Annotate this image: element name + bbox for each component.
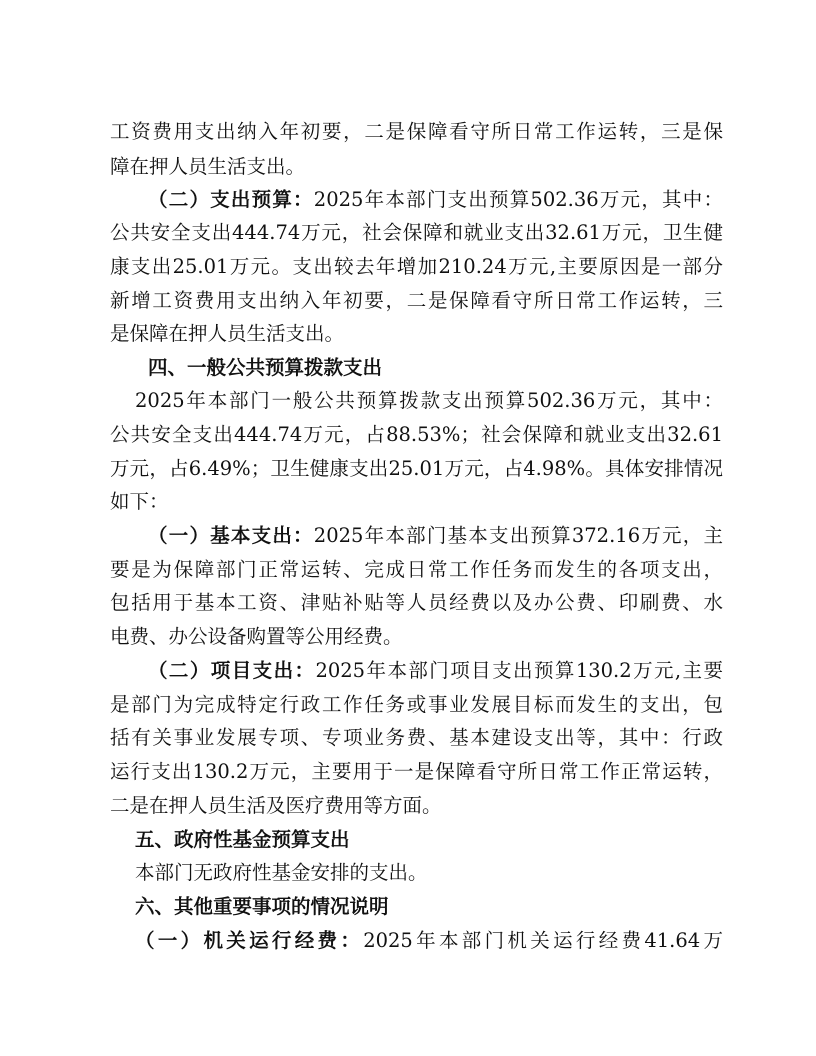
paragraph-line: 如下：: [110, 490, 169, 513]
paragraph-line: 运行支出130.2万元，主要用于一是保障看守所日常工作正常运转，: [110, 760, 723, 783]
project-expense-heading: （二）项目支出：: [148, 659, 316, 682]
paragraph-line: 是部门为完成特定行政工作任务或事业发展目标而发生的支出，包: [110, 693, 723, 716]
paragraph-line: 2025年本部门一般公共预算拨款支出预算502.36万元，其中：: [135, 389, 723, 412]
basic-expense-heading: （一）基本支出：: [148, 524, 314, 547]
paragraph-line: 电费、办公设备购置等公用经费。: [110, 625, 403, 648]
paragraph-line: 本部门无政府性基金安排的支出。: [135, 861, 428, 884]
paragraph-line: 公共安全支出444.74万元，社会保障和就业支出32.61万元，卫生健: [110, 221, 723, 244]
paragraph-line: 是保障在押人员生活支出。: [110, 322, 345, 345]
paragraph-line: 二是在押人员生活及医疗费用等方面。: [110, 794, 442, 817]
section-heading-4: 四、一般公共预算拨款支出: [148, 356, 383, 379]
paragraph-line: 康支出25.01万元。支出较去年增加210.24万元,主要原因是一部分: [110, 255, 723, 278]
paragraph-line: 障在押人员生活支出。: [110, 155, 306, 178]
section-heading-5: 五、政府性基金预算支出: [135, 828, 350, 851]
section-heading-6: 六、其他重要事项的情况说明: [135, 895, 389, 918]
operating-expense-heading: （一）机关运行经费：: [135, 929, 364, 952]
basic-expense-text: 2025年本部门基本支出预算372.16万元，主: [313, 524, 723, 547]
paragraph-line: 括有关事业发展专项、专项业务费、基本建设支出等，其中：行政: [110, 726, 723, 749]
expense-budget-text: 2025年本部门支出预算502.36万元，其中：: [313, 188, 723, 211]
paragraph-line: 新增工资费用支出纳入年初要，二是保障看守所日常工作运转，三: [110, 289, 723, 312]
paragraph-line: 工资费用支出纳入年初要，二是保障看守所日常工作运转，三是保: [110, 120, 723, 143]
operating-expense-text: 2025年本部门机关运行经费41.64万: [363, 929, 723, 952]
paragraph-line: 万元，占6.49%；卫生健康支出25.01万元，占4.98%。具体安排情况: [110, 457, 723, 480]
paragraph-line: 包括用于基本工资、津贴补贴等人员经费以及办公费、印刷费、水: [110, 591, 723, 614]
expense-budget-heading: （二）支出预算：: [148, 188, 314, 211]
paragraph-line: 公共安全支出444.74万元，占88.53%；社会保障和就业支出32.61: [110, 423, 723, 446]
project-expense-text: 2025年本部门项目支出预算130.2万元,主要: [315, 659, 723, 682]
operating-expense-line: [135, 921, 723, 961]
paragraph-line: 要是为保障部门正常运转、完成日常工作任务而发生的各项支出，: [110, 558, 723, 581]
